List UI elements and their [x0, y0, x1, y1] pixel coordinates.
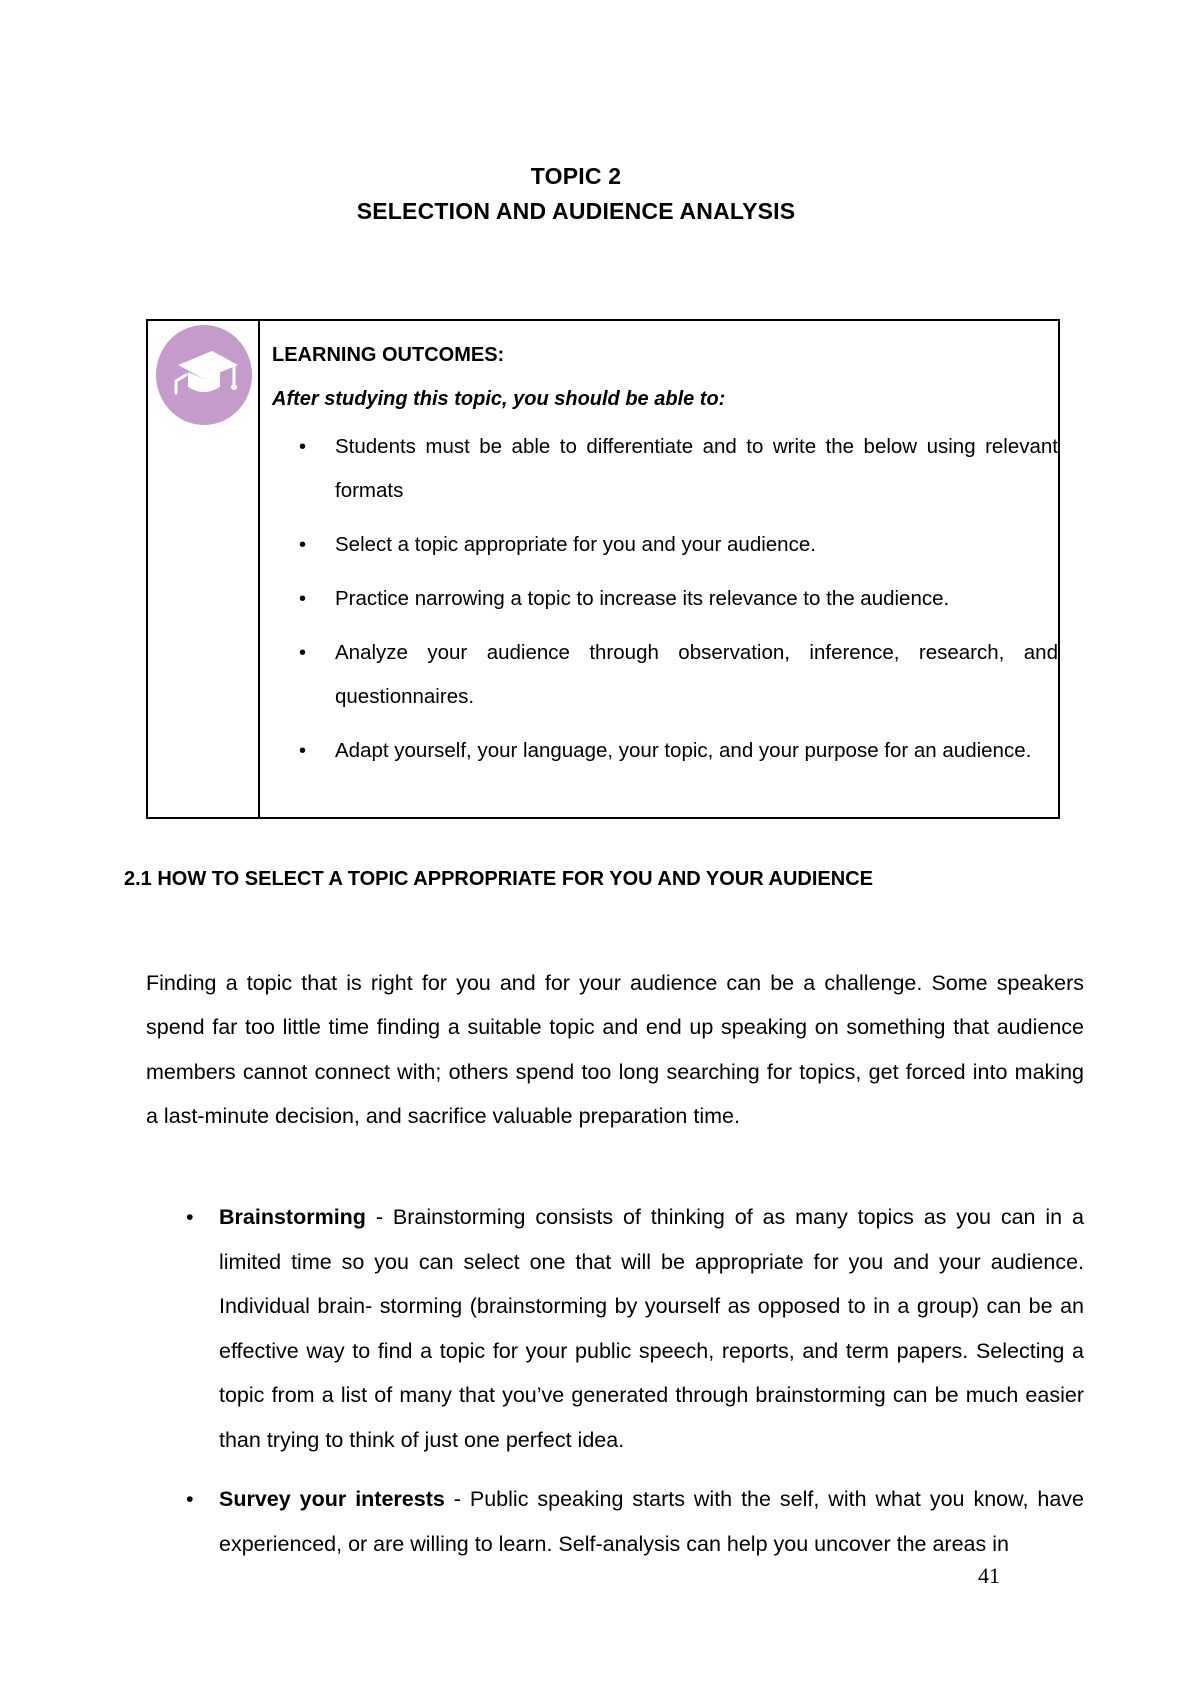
method-term: Survey your interests — [219, 1487, 445, 1511]
learning-outcomes-content — [272, 329, 1058, 783]
bullet-icon: • — [299, 740, 307, 762]
method-item-brainstorming — [184, 1195, 1084, 1462]
method-description: - Public speaking starts with the self, with what you know, have experienced, or are willing to learn. Self-analysis can help you uncover the areas in — [219, 1487, 1084, 1556]
learning-outcome-text: Select a topic appropriate for you and your audience. — [335, 533, 816, 556]
intro-paragraph: Finding a topic that is right for you and for your audience can be a challenge. Some speakers spend far too little time finding a suitable topic and end up speaking on something that audience members cannot connect with; others spend too long searching for topics, get forced into making a last-minute decision, and sacrifice valuable preparation time. — [146, 970, 1084, 1128]
topic-title: SELECTION AND AUDIENCE ANALYSIS — [356, 198, 796, 224]
bullet-icon: • — [299, 534, 307, 556]
bullet-icon: • — [186, 1487, 194, 1511]
learning-outcome-text: Adapt yourself, your language, your topic, and your purpose for an audience. — [335, 739, 1032, 762]
graduation-cap-icon — [154, 323, 254, 427]
method-description: - Brainstorming consists of thinking of as many topics as you can in a limited time so you can select one that will be appropriate for you and your audience. Individual brain- storming (brainstorming by yourself as opposed to in a group) can be an effective way to find a topic for your public speech, reports, and term papers. Selecting a topic from a list of many that you’ve generated through brainstorming can be much easier than trying to think of just one perfect idea. — [219, 1205, 1084, 1452]
learning-outcomes-list — [272, 425, 1058, 773]
learning-outcome-text: Practice narrowing a topic to increase its relevance to the audience. — [335, 587, 950, 610]
learning-outcomes-intro: After studying this topic, you should be able to: — [272, 388, 726, 410]
method-term: Brainstorming — [219, 1205, 366, 1229]
learning-outcomes-heading: LEARNING OUTCOMES: — [272, 344, 505, 366]
learning-outcomes-box — [146, 319, 1060, 819]
method-item-survey-interests — [184, 1477, 1084, 1566]
learning-outcome-text: Analyze your audience through observation, inference, research, and questionnaires. — [335, 641, 1058, 708]
learning-outcome-text: Students must be able to differentiate and to write the below using relevant formats — [335, 435, 1058, 502]
bullet-icon: • — [299, 588, 307, 610]
topic-selection-methods-list — [184, 1195, 1084, 1581]
page-number: 41 — [978, 1563, 1000, 1588]
learning-outcome-item — [272, 425, 1058, 513]
learning-outcome-item — [272, 577, 1058, 621]
learning-outcome-item — [272, 523, 1058, 567]
bullet-icon: • — [299, 642, 307, 664]
bullet-icon: • — [186, 1205, 194, 1229]
bullet-icon: • — [299, 436, 307, 458]
learning-outcome-item — [272, 729, 1058, 773]
learning-outcome-item — [272, 631, 1058, 719]
topic-number: TOPIC 2 — [530, 163, 622, 189]
learning-outcomes-icon-cell — [148, 321, 260, 817]
section-heading: 2.1 HOW TO SELECT A TOPIC APPROPRIATE FOR YOU AND YOUR AUDIENCE — [124, 868, 873, 890]
